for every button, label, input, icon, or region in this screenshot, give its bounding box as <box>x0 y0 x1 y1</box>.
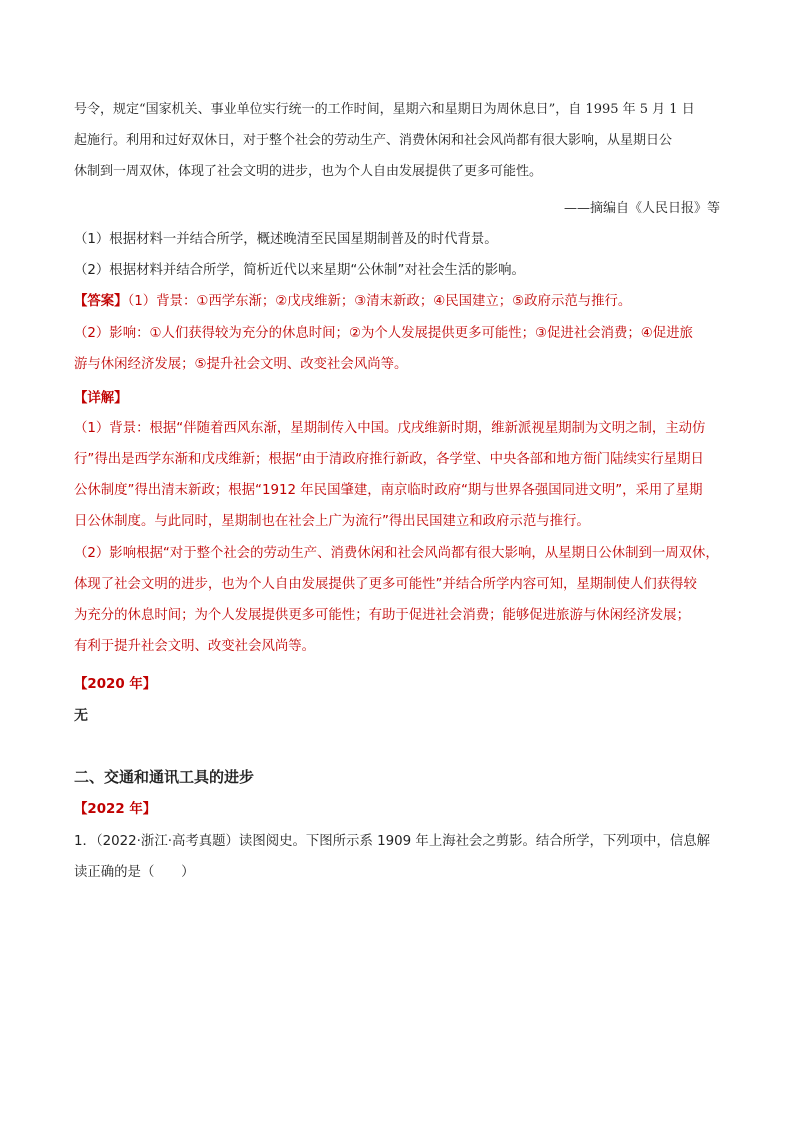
answer-line: 游与休闲经济发展；⑤提升社会文明、改变社会风尚等。 <box>74 357 408 372</box>
year-2020-tag: 【2020 年】 <box>74 677 157 692</box>
detail-line: （1）背景：根据“伴随着西风东渐，星期制传入中国。戊戌维新时期，维新派视星期制为文明之制，主动仿 <box>74 421 706 436</box>
detail-line: 体现了社会文明的进步，也为个人自由发展提供了更多可能性”并结合所学内容可知，星期制使人们获得较 <box>74 577 697 592</box>
detail-paragraph-2 <box>74 538 722 662</box>
answer-line: （2）影响：①人们获得较为充分的休息时间；②为个人发展提供更多可能性；③促进社会消费；④促进旅 <box>74 326 693 341</box>
question-line: 1．（2022·浙江·高考真题）读图阅史。下图所示系 1909 年上海社会之剪影。结合所学，下列项中，信息解 <box>74 834 711 849</box>
answer-tag: 【答案】 <box>74 294 128 309</box>
answer-text: （1）背景：①西学东渐；②戊戌维新；③清末新政；④民国建立；⑤政府示范与推行。 <box>127 294 632 309</box>
year-2020-content: 无 <box>74 708 88 724</box>
answer-part-1 <box>74 286 722 317</box>
detail-line: 公休制度”得出清末新政；根据“1912 年民国肇建，南京临时政府“期与世界各强国同进文明”，采用了星期 <box>74 483 703 498</box>
question-line: 读正确的是（ ） <box>74 865 195 880</box>
detail-line: 行”得出是西学东渐和戊戌维新；根据“由于清政府推行新政，各学堂、中央各部和地方衙门陆续实行星期日 <box>74 452 704 467</box>
detail-line: 日公休制度。与此同时，星期制也在社会上广为流行”得出民国建立和政府示范与推行。 <box>74 514 590 529</box>
material-line: 起施行。利用和过好双休日，对于整个社会的劳动生产、消费休闲和社会风尚都有很大影响，从星期日公 <box>74 133 673 148</box>
year-2022-tag: 【2022 年】 <box>74 802 157 817</box>
detail-line: 为充分的休息时间；为个人发展提供更多可能性；有助于促进社会消费；能够促进旅游与休闲经济发展； <box>74 608 690 623</box>
question-2: （2）根据材料并结合所学，简析近代以来星期“公休制”对社会生活的影响。 <box>74 263 525 278</box>
section-heading: 二、交通和通讯工具的进步 <box>74 768 255 786</box>
material-source: ——摘编自《人民日报》等 <box>563 201 720 216</box>
detail-tag: 【详解】 <box>74 391 128 406</box>
question-item-1 <box>74 826 722 888</box>
material-line: 号令，规定“国家机关、事业单位实行统一的工作时间，星期六和星期日为周休息日”，自 1995 年 5 月 1 日 <box>74 102 695 117</box>
question-1: （1）根据材料一并结合所学，概述晚清至民国星期制普及的时代背景。 <box>74 232 498 247</box>
detail-paragraph-1 <box>74 413 722 537</box>
detail-line: 有利于提升社会文明、改变社会风尚等。 <box>74 639 316 654</box>
material-paragraph <box>74 94 722 187</box>
answer-part-2 <box>74 318 722 380</box>
detail-line: （2）影响根据“对于整个社会的劳动生产、消费休闲和社会风尚都有很大影响，从星期日公休制到一周双休， <box>74 546 719 561</box>
material-line: 休制到一周双休，体现了社会文明的进步，也为个人自由发展提供了更多可能性。 <box>74 164 543 179</box>
